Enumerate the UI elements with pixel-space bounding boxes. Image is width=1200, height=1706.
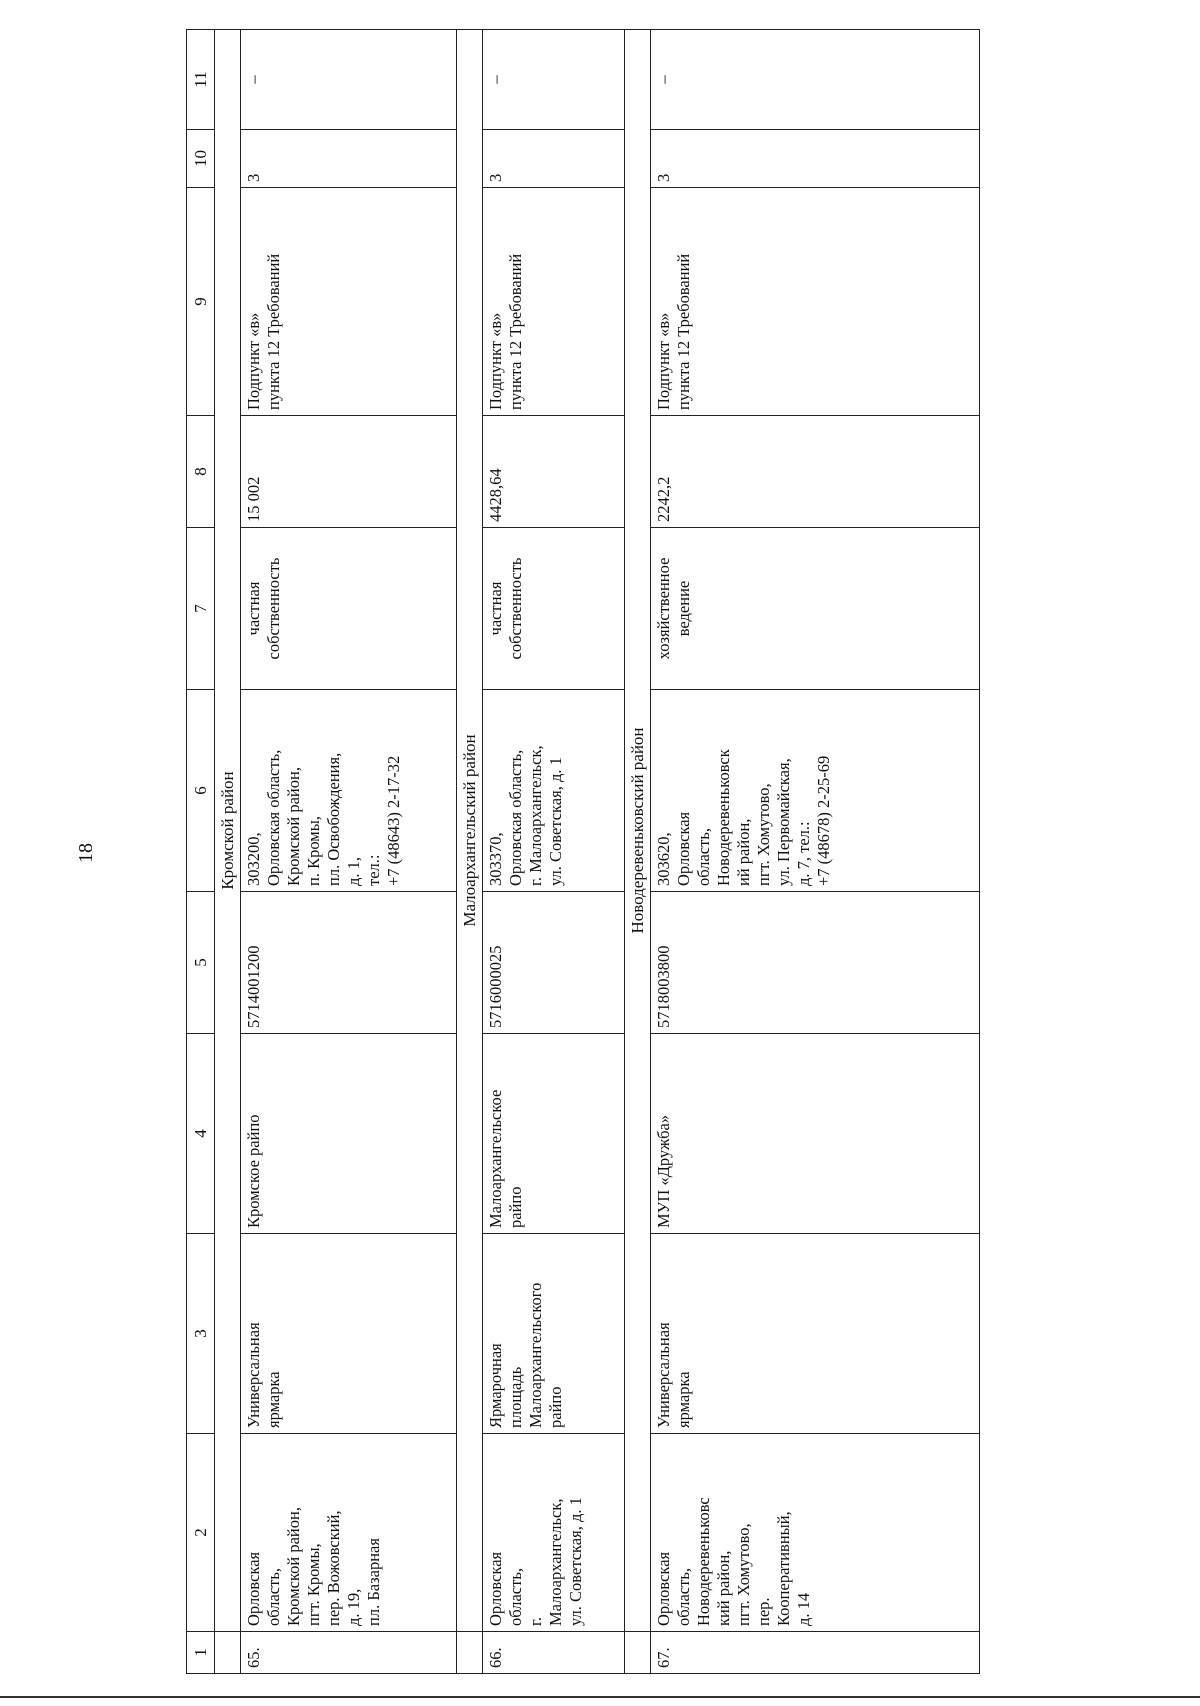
fair-type: Универсальная ярмарка — [244, 1322, 283, 1428]
legal-basis: Подпункт «в» пункта 12 Требований — [654, 253, 693, 410]
district-row — [457, 30, 483, 1674]
ownership-type: хозяйственное ведение — [654, 557, 693, 660]
district-name: Малоархангельский район — [457, 30, 483, 1632]
district-row — [625, 30, 651, 1674]
column-11-value: – — [654, 75, 673, 84]
district-row — [215, 30, 241, 1674]
column-number: 4 — [187, 1034, 215, 1234]
row-number: 66. — [486, 1647, 505, 1668]
column-10-value: 3 — [244, 173, 263, 182]
organizer-address: 303370, Орловская область, г. Малоархангельск, ул. Советская, д. 1 — [486, 745, 565, 886]
table-row — [651, 30, 980, 1674]
legal-basis: Подпункт «в» пункта 12 Требований — [244, 253, 283, 410]
column-number: 7 — [187, 528, 215, 690]
column-number: 6 — [187, 690, 215, 892]
row-number: 65. — [244, 1647, 263, 1668]
column-number: 11 — [187, 30, 215, 130]
page-number: 18 — [75, 843, 97, 863]
organizer-name: МУП «Дружба» — [654, 1114, 673, 1228]
district-name: Кромской район — [215, 30, 241, 1632]
column-number: 1 — [187, 1632, 215, 1674]
column-number: 3 — [187, 1234, 215, 1434]
fair-location: Орловская область, г. Малоархангельск, ул. Советская, д. 1 — [486, 1497, 585, 1626]
organizer-code: 5714001200 — [244, 945, 263, 1028]
organizer-name: Кромское райпо — [244, 1114, 263, 1228]
area-value: 2242,2 — [654, 476, 673, 522]
column-number: 8 — [187, 416, 215, 528]
column-number-row — [187, 30, 215, 1674]
row-number: 67. — [654, 1647, 673, 1668]
column-number: 10 — [187, 130, 215, 188]
column-11-value: – — [486, 75, 505, 84]
organizer-address: 303200, Орловская область, Кромской район, п. Кромы, пл. Освобождения, д. 1, тел.: +7 (48643) 2-17-32 — [244, 749, 403, 886]
column-10-value: 3 — [654, 173, 673, 182]
ownership-type: частная собственность — [486, 557, 525, 660]
organizer-code: 5716000025 — [486, 945, 505, 1028]
fair-type: Универсальная ярмарка — [654, 1322, 693, 1428]
table-row — [241, 30, 457, 1674]
column-number: 5 — [187, 892, 215, 1034]
fair-register-table — [186, 29, 980, 1674]
column-number: 2 — [187, 1434, 215, 1632]
fair-location: Орловская область, Кромской район, пгт. Кромы, пер. Вожовский, д. 19, пл. Базарная — [244, 1507, 383, 1626]
legal-basis: Подпункт «в» пункта 12 Требований — [486, 253, 525, 410]
organizer-address: 303620, Орловская область, Новодеревеньковск ий район, пгт. Хомутово, ул. Первомайская, д. 7, тел.: +7 (48678) 2-25-69 — [654, 749, 833, 886]
fair-location: Орловская область, Новодеревеньковс кий район, пгт. Хомутово, пер. Кооперативный, д. 14 — [654, 1497, 813, 1626]
fair-type: Ярмарочная площадь Малоархангельского райпо — [486, 1282, 565, 1428]
table-row — [483, 30, 625, 1674]
column-11-value: – — [244, 75, 263, 84]
district-name: Новодеревеньковский район — [625, 30, 651, 1632]
column-10-value: 3 — [486, 173, 505, 182]
area-value: 15 002 — [244, 476, 263, 522]
organizer-name: Малоархангельское райпо — [486, 1089, 525, 1228]
page-bottom-rule — [0, 1696, 1200, 1698]
rotated-table-area — [186, 30, 980, 1674]
column-number: 9 — [187, 188, 215, 416]
organizer-code: 5718003800 — [654, 945, 673, 1028]
ownership-type: частная собственность — [244, 557, 283, 660]
area-value: 4428,64 — [486, 468, 505, 522]
